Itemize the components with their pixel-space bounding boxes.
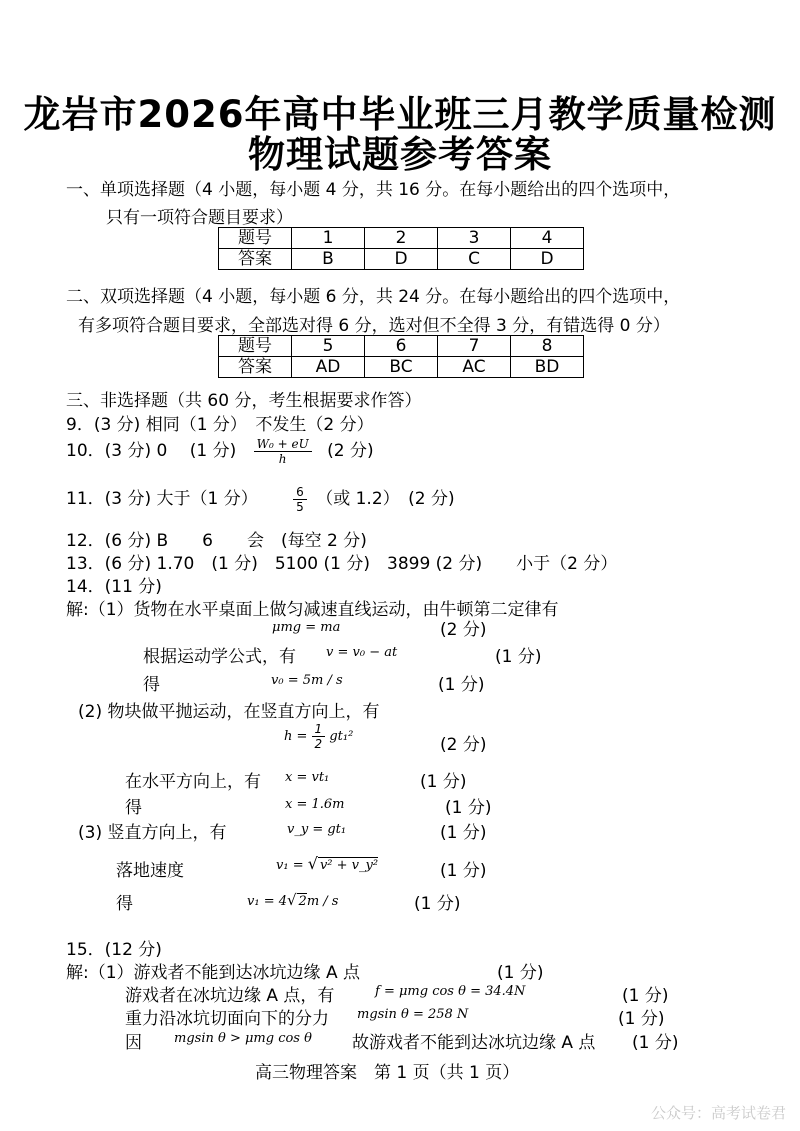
answer-q11-prefix: 11．(3 分) 大于（1 分） bbox=[66, 489, 258, 509]
q14-formula-4 bbox=[284, 722, 353, 751]
table-label-question: 题号 bbox=[219, 228, 292, 249]
formula-right: gt₁² bbox=[329, 729, 354, 744]
table-cell: D bbox=[511, 249, 584, 270]
table-label-question: 题号 bbox=[219, 336, 292, 357]
q15-formula-3: mgsin θ = 258 N bbox=[357, 1007, 469, 1022]
watermark: 公众号：高考试卷君 bbox=[650, 1104, 786, 1122]
table-cell: 3 bbox=[438, 228, 511, 249]
q14-score-3: (1 分) bbox=[438, 675, 485, 695]
q14-formula-8 bbox=[276, 854, 378, 873]
q15-line-3: 重力沿冰坑切面向下的分力 bbox=[125, 1009, 329, 1029]
fraction-numerator: 6 bbox=[293, 485, 307, 500]
q14-line-9: 得 bbox=[116, 894, 133, 914]
q14-score-9: (1 分) bbox=[414, 894, 461, 914]
section1-answer-table bbox=[218, 227, 584, 270]
q15-score-4: (1 分) bbox=[632, 1033, 679, 1053]
answer-q10-prefix: 10．(3 分) 0 (1 分) bbox=[66, 441, 237, 461]
fraction-numerator: 1 bbox=[312, 722, 326, 737]
q14-score-8: (1 分) bbox=[440, 861, 487, 881]
answer-q14-heading: 14．(11 分) bbox=[66, 577, 162, 597]
radicand: 2 bbox=[298, 894, 307, 909]
q14-formula-2: v = v₀ − at bbox=[326, 645, 398, 660]
q14-formula-9 bbox=[247, 891, 338, 909]
q14-line-2: 根据运动学公式，有 bbox=[143, 647, 296, 667]
table-cell: 4 bbox=[511, 228, 584, 249]
q14-line-4: (2) 物块做平抛运动，在竖直方向上，有 bbox=[78, 702, 380, 722]
formula-left: h = bbox=[284, 729, 308, 744]
section2-answer-table bbox=[218, 335, 584, 378]
answer-q11-suffix: （或 1.2） (2 分) bbox=[316, 489, 455, 509]
table-cell: AD bbox=[292, 357, 365, 378]
table-cell: BD bbox=[511, 357, 584, 378]
title-line-1: 龙岩市2026年高中毕业班三月教学质量检测 bbox=[23, 93, 777, 136]
page-footer: 高三物理答案 第 1 页（共 1 页） bbox=[255, 1063, 520, 1083]
formula-left: v₁ = bbox=[276, 858, 304, 873]
fraction-numerator: W₀ + eU bbox=[254, 437, 312, 452]
table-cell: 1 bbox=[292, 228, 365, 249]
table-cell: D bbox=[365, 249, 438, 270]
fraction bbox=[293, 485, 307, 514]
table-cell: 8 bbox=[511, 336, 584, 357]
section1-heading-2: 只有一项符合题目要求） bbox=[106, 208, 293, 228]
radical-icon: √ bbox=[286, 891, 297, 909]
q15-formula-4: mgsin θ > μmg cos θ bbox=[174, 1031, 312, 1046]
q14-score-1: (2 分) bbox=[440, 620, 487, 640]
table-label-answer: 答案 bbox=[219, 249, 292, 270]
q15-line-4: 因 bbox=[125, 1033, 142, 1053]
table-cell: B bbox=[292, 249, 365, 270]
q14-formula-6: x = 1.6m bbox=[285, 797, 345, 812]
q15-line-2: 游戏者在冰坑边缘 A 点，有 bbox=[125, 986, 335, 1006]
q15-formula-2: f = μmg cos θ = 34.4N bbox=[375, 984, 526, 999]
section2-heading-2: 有多项符合题目要求，全部选对得 6 分，选对但不全得 3 分，有错选得 0 分） bbox=[78, 316, 670, 336]
table-cell: C bbox=[438, 249, 511, 270]
q14-line-6: 得 bbox=[125, 798, 142, 818]
q15-score-3: (1 分) bbox=[618, 1009, 665, 1029]
answer-q13: 13．(6 分) 1.70 (1 分) 5100 (1 分) 3899 (2 分) 小于（2 分） bbox=[66, 554, 618, 574]
section1-heading: 一、单项选择题（4 小题，每小题 4 分，共 16 分。在每小题给出的四个选项中， bbox=[66, 180, 681, 200]
answer-q10 bbox=[66, 436, 374, 466]
formula-right: m / s bbox=[306, 894, 339, 909]
q14-score-5: (1 分) bbox=[420, 772, 467, 792]
q14-line-1: 解:（1）货物在水平桌面上做匀减速直线运动，由牛顿第二定律有 bbox=[66, 600, 559, 620]
radical-icon: √ bbox=[307, 854, 318, 873]
radicand: v² + v_y² bbox=[319, 858, 379, 873]
table-cell: BC bbox=[365, 357, 438, 378]
q15-score-1: (1 分) bbox=[497, 963, 544, 983]
table-label-answer: 答案 bbox=[219, 357, 292, 378]
table-cell: 5 bbox=[292, 336, 365, 357]
q14-score-4: (2 分) bbox=[440, 735, 487, 755]
q14-formula-5: x = vt₁ bbox=[285, 770, 330, 785]
table-cell: 2 bbox=[365, 228, 438, 249]
q14-score-7: (1 分) bbox=[440, 823, 487, 843]
title-line-2: 物理试题参考答案 bbox=[248, 133, 552, 176]
q14-formula-3: v₀ = 5m / s bbox=[271, 673, 343, 688]
answer-q10-suffix: (2 分) bbox=[327, 441, 374, 461]
q15-score-2: (1 分) bbox=[622, 986, 669, 1006]
q14-line-8: 落地速度 bbox=[116, 861, 184, 881]
formula-left: v₁ = 4 bbox=[247, 894, 287, 909]
fraction bbox=[254, 437, 312, 466]
section3-heading: 三、非选择题（共 60 分，考生根据要求作答） bbox=[66, 391, 422, 411]
table-cell: AC bbox=[438, 357, 511, 378]
q15-line-4b: 故游戏者不能到达冰坑边缘 A 点 bbox=[352, 1033, 596, 1053]
fraction-denominator: 5 bbox=[296, 499, 304, 514]
q14-score-6: (1 分) bbox=[445, 798, 492, 818]
table-cell: 7 bbox=[438, 336, 511, 357]
answer-q9: 9．(3 分) 相同（1 分） 不发生（2 分） bbox=[66, 415, 374, 435]
q14-score-2: (1 分) bbox=[495, 647, 542, 667]
q14-line-3: 得 bbox=[143, 675, 160, 695]
section2-heading: 二、双项选择题（4 小题，每小题 6 分，共 24 分。在每小题给出的四个选项中， bbox=[66, 287, 681, 307]
fraction bbox=[312, 722, 326, 751]
answer-q11 bbox=[66, 484, 455, 514]
answer-q12: 12．(6 分) B 6 会 (每空 2 分) bbox=[66, 531, 367, 551]
fraction-denominator: 2 bbox=[314, 737, 323, 751]
q14-line-7: (3) 竖直方向上，有 bbox=[78, 823, 227, 843]
q14-line-5: 在水平方向上，有 bbox=[125, 772, 261, 792]
answer-q15-heading: 15．(12 分) bbox=[66, 940, 162, 960]
q15-line-1: 解:（1）游戏者不能到达冰坑边缘 A 点 bbox=[66, 963, 360, 983]
q14-formula-1: μmg = ma bbox=[272, 620, 341, 635]
table-cell: 6 bbox=[365, 336, 438, 357]
fraction-denominator: h bbox=[278, 451, 287, 466]
q14-formula-7: v_y = gt₁ bbox=[287, 822, 347, 837]
